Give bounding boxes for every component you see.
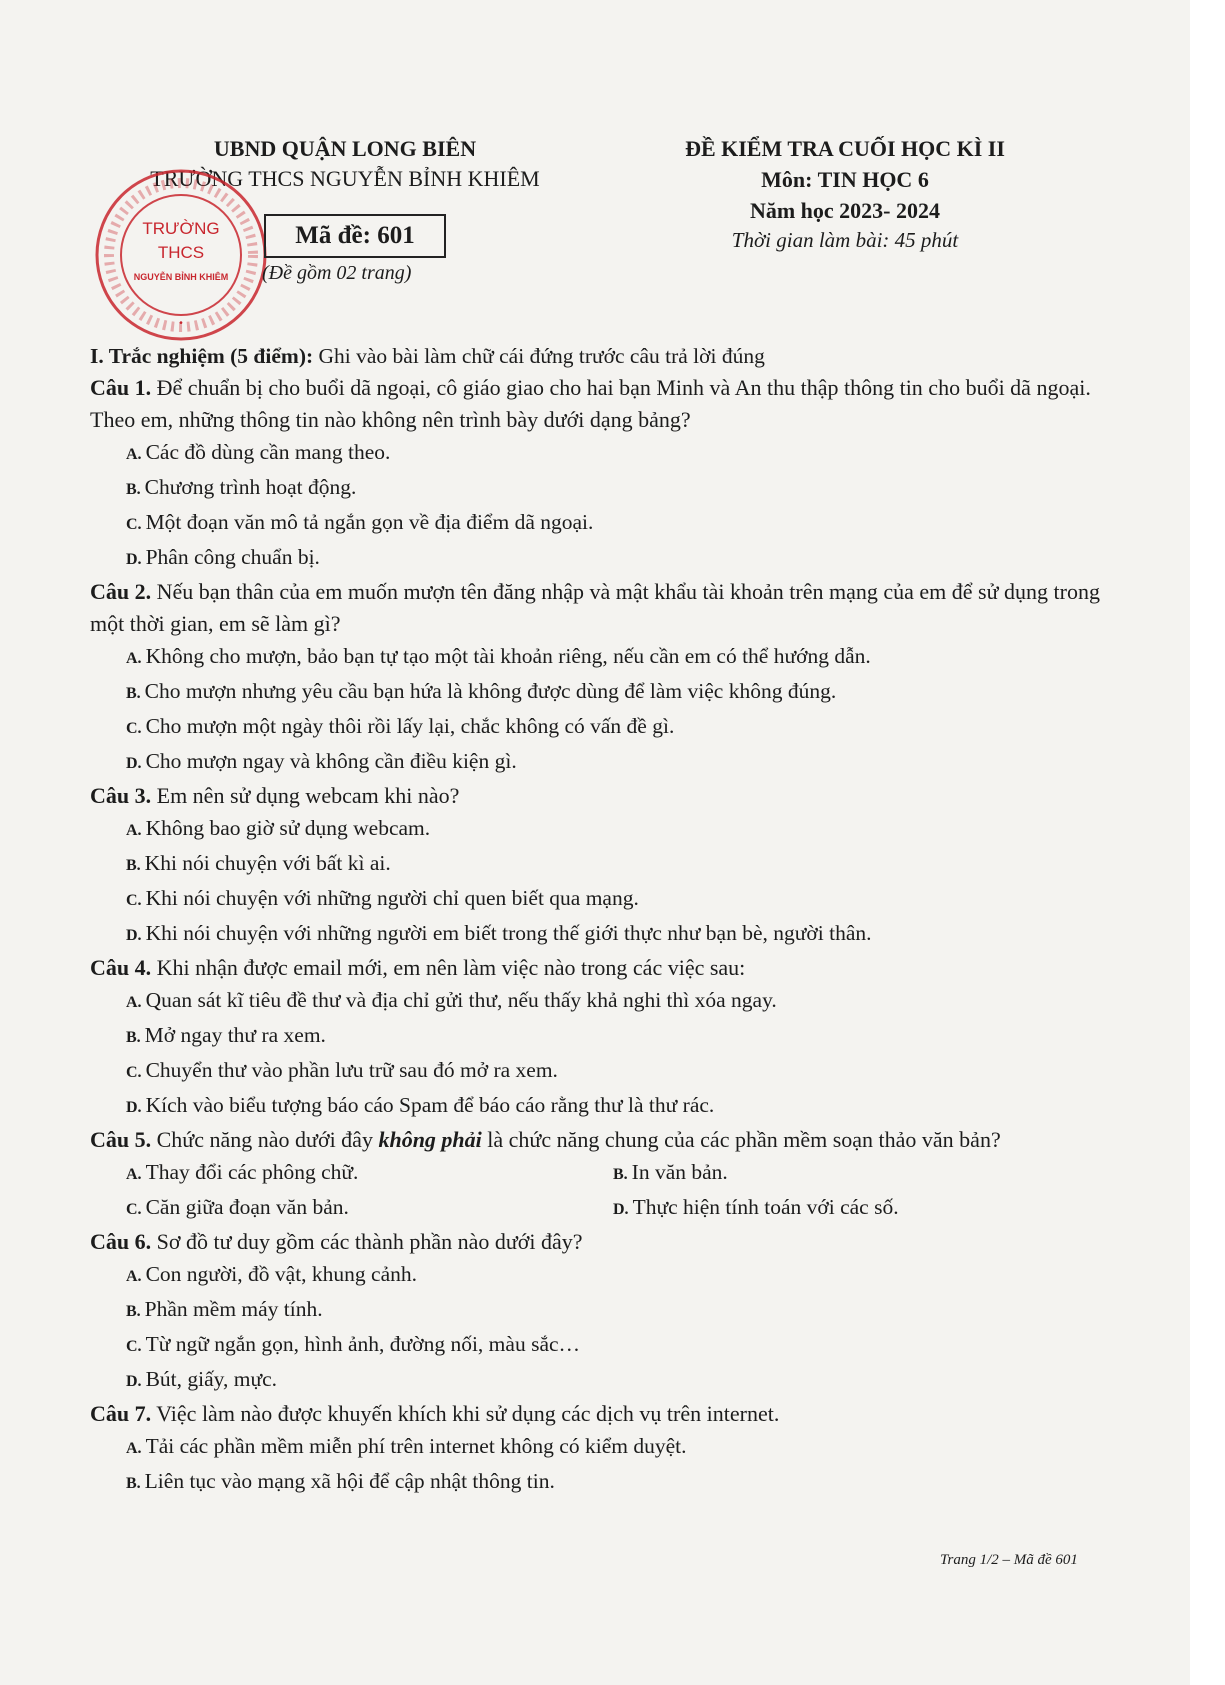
option-text: Cho mượn ngay và không cần điều kiện gì. bbox=[145, 749, 517, 773]
q1-option-b bbox=[90, 471, 1100, 506]
question-2 bbox=[90, 576, 1100, 640]
option-key: D. bbox=[613, 1201, 629, 1218]
option-text: Khi nói chuyện với những người chỉ quen biết qua mạng. bbox=[145, 886, 639, 910]
option-text: Các đồ dùng cần mang theo. bbox=[145, 440, 391, 464]
q6-option-d bbox=[90, 1363, 1100, 1398]
exam-subject: Môn: TIN HỌC 6 bbox=[761, 167, 929, 192]
question-number: Câu 4. bbox=[90, 955, 152, 980]
option-key: A. bbox=[126, 1268, 142, 1285]
option-text: Cho mượn nhưng yêu cầu bạn hứa là không được dùng để làm việc không đúng. bbox=[144, 679, 837, 703]
header-right bbox=[660, 136, 1030, 253]
q1-option-a bbox=[90, 436, 1100, 471]
option-key: D. bbox=[126, 551, 142, 568]
option-text: Một đoạn văn mô tả ngắn gọn về địa điểm dã ngoại. bbox=[145, 510, 594, 534]
q2-option-d bbox=[90, 745, 1100, 780]
question-number: Câu 2. bbox=[90, 579, 152, 604]
q3-option-a bbox=[90, 812, 1100, 847]
option-text: Bút, giấy, mực. bbox=[145, 1367, 278, 1391]
question-7 bbox=[90, 1398, 1100, 1430]
q3-option-c bbox=[90, 882, 1100, 917]
page-footer: Trang 1/2 – Mã đề 601 bbox=[940, 1552, 1078, 1568]
option-key: A. bbox=[126, 994, 142, 1011]
option-key: A. bbox=[126, 446, 142, 463]
option-key: D. bbox=[126, 1099, 142, 1116]
section-heading bbox=[90, 340, 1100, 372]
option-key: A. bbox=[126, 822, 142, 839]
option-key: C. bbox=[126, 720, 142, 737]
svg-text:•: • bbox=[179, 318, 183, 329]
option-text: Phân công chuẩn bị. bbox=[145, 545, 320, 569]
q5-option-b bbox=[613, 1156, 1100, 1191]
option-text: Mở ngay thư ra xem. bbox=[144, 1023, 326, 1047]
q2-option-a bbox=[90, 640, 1100, 675]
q5-option-a bbox=[126, 1156, 613, 1191]
question-4 bbox=[90, 952, 1100, 984]
question-number: Câu 1. bbox=[90, 375, 152, 400]
stamp-line-1: TRƯỜNG bbox=[142, 219, 220, 238]
option-text: Khi nói chuyện với những người em biết trong thế giới thực như bạn bè, người thân. bbox=[145, 921, 872, 945]
q3-option-b bbox=[90, 847, 1100, 882]
option-text: Không cho mượn, bảo bạn tự tạo một tài khoản riêng, nếu cần em có thể hướng dẫn. bbox=[145, 644, 871, 668]
school-year: Năm học 2023- 2024 bbox=[749, 198, 941, 223]
option-text: Không bao giờ sử dụng webcam. bbox=[145, 816, 431, 840]
option-key: B. bbox=[126, 481, 141, 498]
question-text: Khi nhận được email mới, em nên làm việc nào trong các việc sau: bbox=[156, 955, 746, 980]
option-text: Chuyển thư vào phần lưu trữ sau đó mở ra xem. bbox=[145, 1058, 558, 1082]
question-text: Em nên sử dụng webcam khi nào? bbox=[156, 783, 460, 808]
school-stamp bbox=[92, 166, 270, 344]
option-text: Quan sát kĩ tiêu đề thư và địa chỉ gửi thư, nếu thấy khả nghi thì xóa ngay. bbox=[145, 988, 777, 1012]
q5-options-row-1 bbox=[90, 1156, 1100, 1191]
option-text: Con người, đồ vật, khung cảnh. bbox=[145, 1262, 417, 1286]
exam-title: ĐỀ KIỂM TRA CUỐI HỌC KÌ II bbox=[685, 136, 1005, 161]
exam-duration: Thời gian làm bài: 45 phút bbox=[731, 228, 959, 252]
stamp-line-2: THCS bbox=[157, 243, 205, 262]
option-key: C. bbox=[126, 892, 142, 909]
option-key: B. bbox=[126, 1475, 141, 1492]
option-text: Thay đổi các phông chữ. bbox=[145, 1160, 359, 1184]
option-key: B. bbox=[126, 685, 141, 702]
option-key: C. bbox=[126, 1338, 142, 1355]
option-key: A. bbox=[126, 1440, 142, 1457]
question-6 bbox=[90, 1226, 1100, 1258]
question-text: Việc làm nào được khuyến khích khi sử dụng các dịch vụ trên internet. bbox=[156, 1401, 780, 1426]
option-text: Kích vào biểu tượng báo cáo Spam để báo cáo rằng thư là thư rác. bbox=[145, 1093, 715, 1117]
q2-option-b bbox=[90, 675, 1100, 710]
option-key: C. bbox=[126, 516, 142, 533]
scan-margin bbox=[1190, 0, 1225, 1685]
option-text: Liên tục vào mạng xã hội để cập nhật thông tin. bbox=[144, 1469, 555, 1493]
q2-option-c bbox=[90, 710, 1100, 745]
option-text: Phần mềm máy tính. bbox=[144, 1297, 323, 1321]
question-text-before: Chức năng nào dưới đây bbox=[156, 1127, 373, 1152]
question-text: Sơ đồ tư duy gồm các thành phần nào dưới đây? bbox=[156, 1229, 583, 1254]
option-text: Chương trình hoạt động. bbox=[144, 475, 357, 499]
exam-content bbox=[90, 340, 1100, 1500]
exam-code-box: Mã đề: 601 bbox=[264, 214, 446, 258]
q7-option-b bbox=[90, 1465, 1100, 1500]
q4-option-b bbox=[90, 1019, 1100, 1054]
q6-option-a bbox=[90, 1258, 1100, 1293]
q4-option-a bbox=[90, 984, 1100, 1019]
option-text: Căn giữa đoạn văn bản. bbox=[145, 1195, 349, 1219]
question-number: Câu 7. bbox=[90, 1401, 152, 1426]
option-key: B. bbox=[126, 857, 141, 874]
option-key: D. bbox=[126, 755, 142, 772]
q1-option-c bbox=[90, 506, 1100, 541]
question-number: Câu 5. bbox=[90, 1127, 152, 1152]
question-number: Câu 6. bbox=[90, 1229, 152, 1254]
option-text: Cho mượn một ngày thôi rồi lấy lại, chắc không có vấn đề gì. bbox=[145, 714, 675, 738]
question-emphasis: không phải bbox=[378, 1127, 482, 1152]
q6-option-b bbox=[90, 1293, 1100, 1328]
question-1 bbox=[90, 372, 1100, 436]
section-instruction: Ghi vào bài làm chữ cái đứng trước câu trả lời đúng bbox=[318, 344, 765, 368]
q1-option-d bbox=[90, 541, 1100, 576]
question-3 bbox=[90, 780, 1100, 812]
stamp-line-3: NGUYỄN BỈNH KHIÊM bbox=[133, 272, 229, 282]
authority-name: UBND QUẬN LONG BIÊN bbox=[213, 136, 477, 161]
option-text: Từ ngữ ngắn gọn, hình ảnh, đường nối, màu sắc… bbox=[145, 1332, 581, 1356]
option-key: B. bbox=[126, 1303, 141, 1320]
q5-option-d bbox=[613, 1191, 1100, 1226]
option-key: B. bbox=[126, 1029, 141, 1046]
option-key: D. bbox=[126, 1373, 142, 1390]
option-text: Thực hiện tính toán với các số. bbox=[632, 1195, 899, 1219]
q3-option-d bbox=[90, 917, 1100, 952]
q4-option-d bbox=[90, 1089, 1100, 1124]
question-5 bbox=[90, 1124, 1100, 1156]
q4-option-c bbox=[90, 1054, 1100, 1089]
section-label: I. Trắc nghiệm (5 điểm): bbox=[90, 344, 314, 368]
option-text: In văn bản. bbox=[631, 1160, 728, 1184]
option-key: C. bbox=[126, 1201, 142, 1218]
question-number: Câu 3. bbox=[90, 783, 152, 808]
option-text: Tải các phần mềm miễn phí trên internet không có kiểm duyệt. bbox=[145, 1434, 687, 1458]
page-count-note: (Đề gồm 02 trang) bbox=[262, 262, 412, 284]
option-text: Khi nói chuyện với bất kì ai. bbox=[144, 851, 391, 875]
option-key: B. bbox=[613, 1166, 628, 1183]
option-key: A. bbox=[126, 1166, 142, 1183]
option-key: C. bbox=[126, 1064, 142, 1081]
q5-options-row-2 bbox=[90, 1191, 1100, 1226]
q7-option-a bbox=[90, 1430, 1100, 1465]
question-text-after: là chức năng chung của các phần mềm soạn thảo văn bản? bbox=[487, 1127, 1001, 1152]
q5-option-c bbox=[126, 1191, 613, 1226]
option-key: D. bbox=[126, 927, 142, 944]
question-text: Để chuẩn bị cho buổi dã ngoại, cô giáo giao cho hai bạn Minh và An thu thập thông tin cho buổi dã ngoại. Theo em, những thông tin nào không nên trình bày dưới dạng bảng? bbox=[90, 375, 1091, 432]
option-key: A. bbox=[126, 650, 142, 667]
question-text: Nếu bạn thân của em muốn mượn tên đăng nhập và mật khẩu tài khoản trên mạng của em để sử dụng trong một thời gian, em sẽ làm gì? bbox=[90, 579, 1100, 636]
q6-option-c bbox=[90, 1328, 1100, 1363]
school-name: TRƯỜNG THCS NGUYỄN BỈNH KHIÊM bbox=[150, 166, 540, 191]
